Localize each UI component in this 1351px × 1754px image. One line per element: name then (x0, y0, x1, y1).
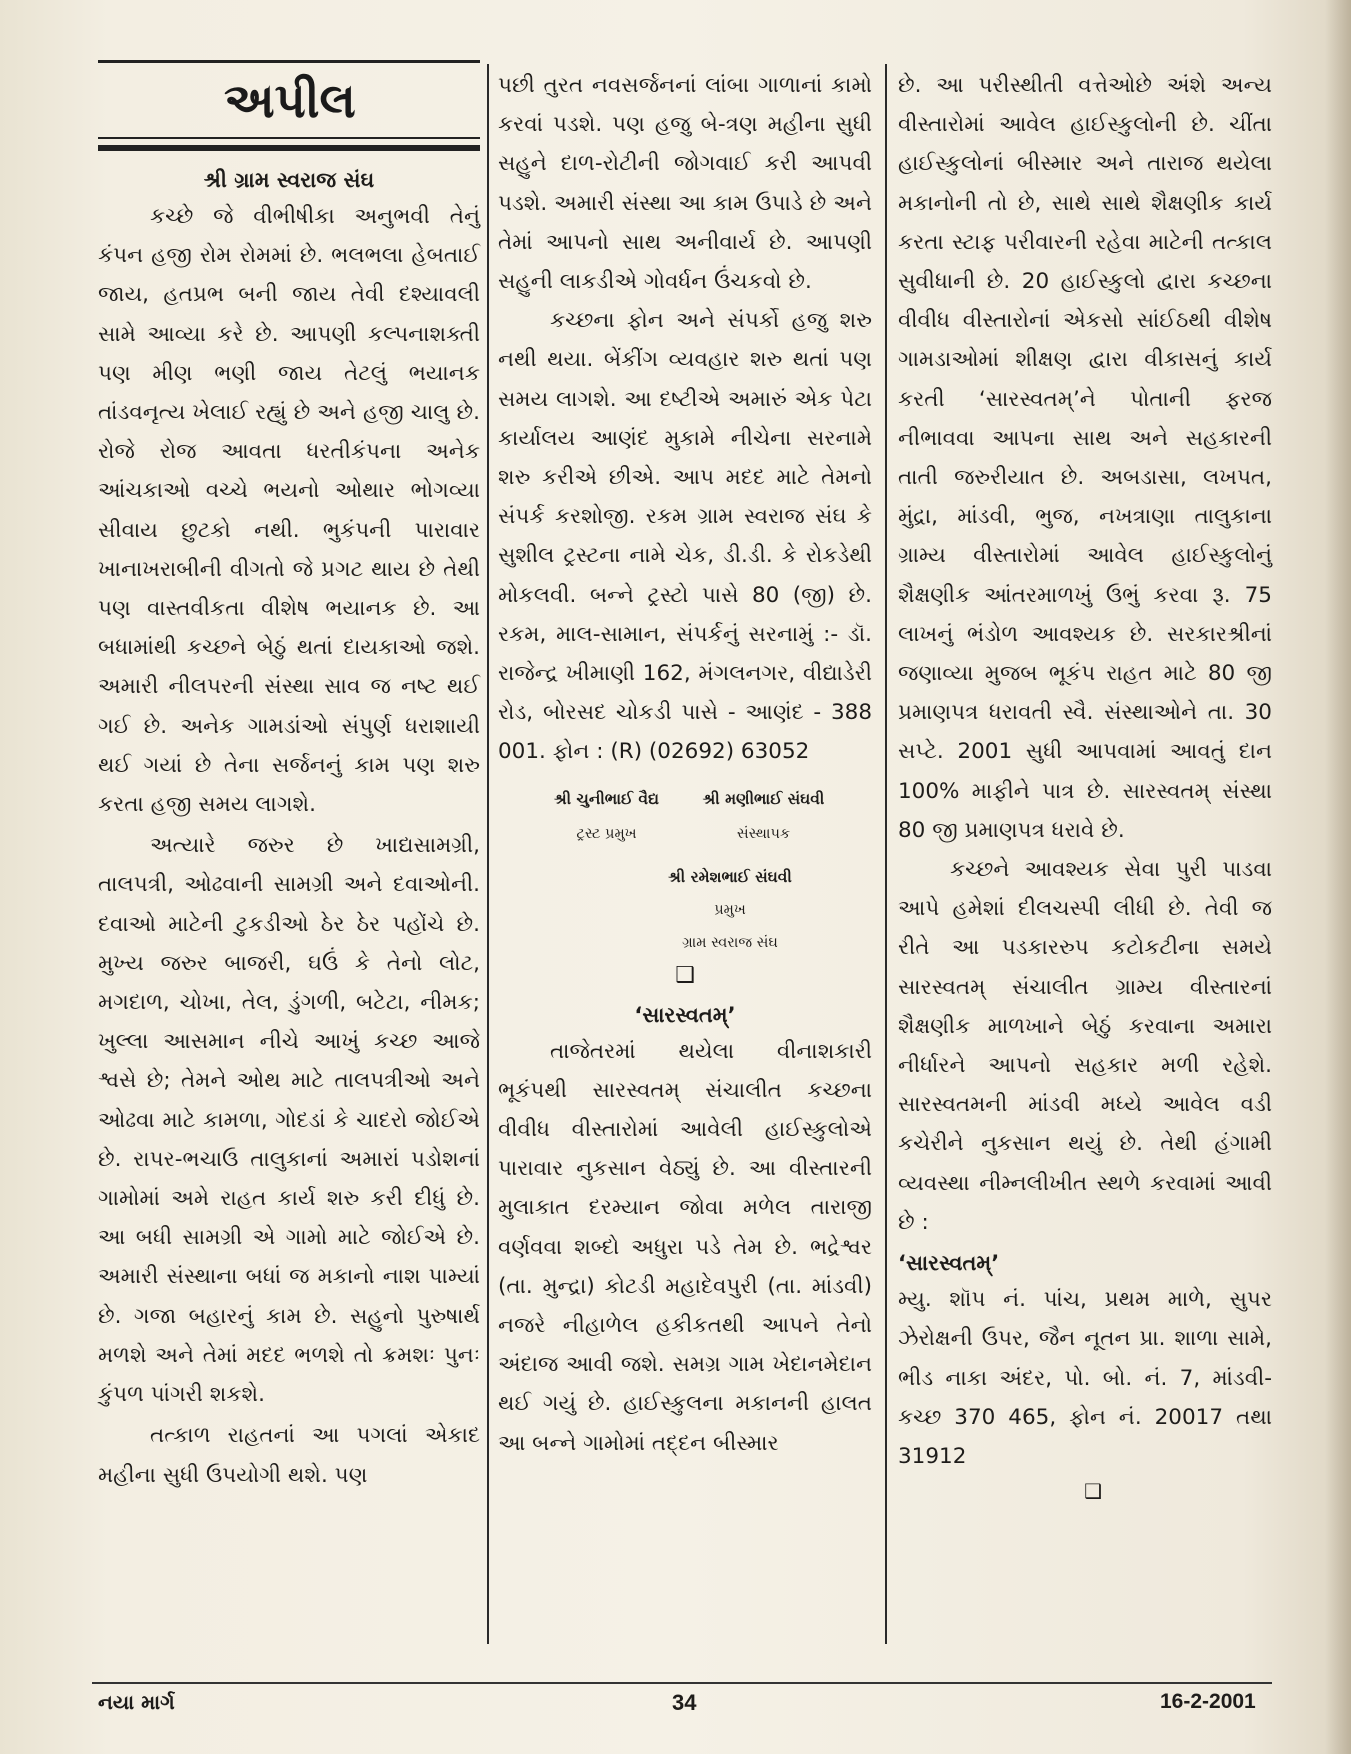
paragraph: તાજેતરમાં થયેલા વીનાશકારી ભૂકંપથી સારસ્વતમ્ સંચાલીત કચ્છના વીવીધ વીસ્તારોમાં આવેલી હાઈસ્કુલોએ પારાવાર નુકસાન વેઠ્યું છે. આ વીસ્તારની મુલાકાત દરમ્યાન જોવા મળેલ તારાજી વર્ણવવા શબ્દો અધુરા પડે તેમ છે. ભદ્રેશ્વર (તા. મુન્દ્રા) કોટડી મહાદેવપુરી (તા. માંડવી) નજરે નીહાળેલ હકીકતથી આપને તેનો અંદાજ આવી જશે. સમગ્ર ગામ ખેદાનમેદાન થઈ ગયું છે. હાઈસ્કુલના મકાનની હાલત આ બન્ને ગામોમાં તદ્દન બીસ્માર (498, 1038, 872, 1456)
paragraph: કચ્છને આવશ્યક સેવા પુરી પાડવા આપે હમેશાં દીલચસ્પી લીધી છે. તેવી જ રીતે આ પડકારરુપ કટોકટીના સમયે સારસ્વતમ્ સંચાલીત ગ્રામ્ય વીસ્તારનાં શૈક્ષણીક માળખાને બેઠું કરવાના અમારા નીર્ધારને આપનો સહકાર મળી રહેશે. સારસ્વતમની માંડવી મધ્યે આવેલ વડી કચેરીને નુકસાન થયું છે. તેથી હંગામી વ્યવસ્થા નીમ્નલીખીત સ્થળે કરવામાં આવી છે : (898, 857, 1272, 1235)
signatory-name: શ્રી ચુનીભાઈ વૈદ્ય (553, 789, 660, 808)
paragraph: કચ્છના ફોન અને સંપર્કો હજુ શરુ નથી થયા. બેંકીંગ વ્યવહાર શરુ થતાં પણ સમય લાગશે. આ દષ્ટીએ અમારું એક પેટા કાર્યાલય આણંદ મુકામે નીચેના સરનામે શરુ કરીએ છીએ. આપ મદદ માટે તેમનો સંપર્ક કરશોજી. રકમ ગ્રામ સ્વરાજ સંઘ કે સુશીલ ટ્રસ્ટના નામે ચેક, ડી.ડી. કે રોકડેથી મોકલવી. બન્ને ટ્રસ્ટો પાસે 80 (જી) છે. રકમ, માલ-સામાન, સંપર્કનું સરનામું :- ડૉ. રાજેન્દ્ર ખીમાણી 162, મંગલનગર, વીદ્યાડેરી રોડ, બોરસદ ચોકડી પાસે - આણંદ - 388 001. ફોન : (R) (02692) 63052 (498, 308, 872, 765)
column-3 (898, 66, 1272, 1506)
section-title: ‘સારસ્વતમ્’ (898, 1251, 1000, 1276)
column-divider (885, 64, 887, 1644)
page-spine-shadow (1325, 0, 1351, 1754)
section-title: ‘સારસ્વતમ્’ (634, 1002, 736, 1027)
signatory-org: ગ્રામ સ્વરાજ સંઘ (682, 934, 778, 951)
signatories (498, 786, 872, 957)
issue-date: 16-2-2001 (1160, 1690, 1256, 1713)
paragraph: અત્યારે જરુર છે ખાદ્યસામગ્રી, તાલપત્રી, ઓઢવાની સામગ્રી અને દવાઓની. દવાઓ માટેની ટુકડીઓ ઠેર ઠેર પહોંચે છે. મુખ્ય જરુર બાજરી, ઘઉં કે તેનો લોટ, મગદાળ, ચોખા, તેલ, ડુંગળી, બટેટા, નીમક; ખુલ્લા આસમાન નીચે આખું કચ્છ આજે શ્વસે છે; તેમને ઓથ માટે તાલપત્રીઓ અને ઓઢવા માટે કામળા, ગોદડાં કે ચાદરો જોઈએ છે. રાપર-ભચાઉ તાલુકાનાં અમારાં પડોશનાં ગામોમાં અમે રાહત કાર્ય શરુ કરી દીધું છે. આ બધી સામગ્રી એ ગામો માટે જોઈએ છે. અમારી સંસ્થાના બધાં જ મકાનો નાશ પામ્યાં છે. ગજા બહારનું કામ છે. સહુનો પુરુષાર્થ મળશે અને તેમાં મદદ ભળશે તો ક્રમશઃ પુનઃ કુંપળ પાંગરી શકશે. (98, 833, 480, 1408)
column-1 (98, 60, 480, 1495)
article-title: અપીલ (224, 73, 356, 129)
paragraph: છે. આ પરીસ્થીતી વત્તેઓછે અંશે અન્ય વીસ્તારોમાં આવેલ હાઈસ્કુલોની છે. ચીંતા હાઈસ્કુલોનાં બીસ્માર અને તારાજ થયેલા મકાનોની તો છે, સાથે સાથે શૈક્ષણીક કાર્ય કરતા સ્ટાફ પરીવારની રહેવા માટેની તત્કાલ સુવીધાની છે. 20 હાઈસ્કુલો દ્વારા કચ્છના વીવીધ વીસ્તારોનાં એકસો સાંઈઠથી વીશેષ ગામડાઓમાં શીક્ષણ દ્વારા વીકાસનું કાર્ય કરતી ‘સારસ્વતમ્’ને પોતાની ફરજ નીભાવવા આપના સાથ અને સહકારની તાતી જરુરીયાત છે. અબડાસા, લખપત, મુંદ્રા, માંડવી, ભુજ, નખત્રાણા તાલુકાના ગ્રામ્ય વીસ્તારોમાં આવેલ હાઈસ્કુલોનું શૈક્ષણીક આંતરમાળખું ઉભું કરવા રૂ. 75 લાખનું ભંડોળ આવશ્યક છે. સરકારશ્રીનાં જણાવ્યા મુજબ ભૂકંપ રાહત માટે 80 જી પ્રમાણપત્ર ધરાવતી સ્વૈ. સંસ્થાઓને તા. 30 સપ્ટે. 2001 સુધી આપવામાં આવતું દાન 100% માફીને પાત્ર છે. સારસ્વતમ્ સંસ્થા 80 જી પ્રમાણપત્ર ધરાવે છે. (898, 73, 1272, 843)
paragraph: કચ્છે જે વીભીષીકા અનુભવી તેનું કંપન હજી રોમ રોમમાં છે. ભલભલા હેબતાઈ જાય, હતપ્રભ બની જાય તેવી દશ્યાવલી સામે આવ્યા કરે છે. આપણી કલ્પનાશક્તી પણ મીણ ભણી જાય તેટલું ભયાનક તાંડવનૃત્ય ખેલાઈ રહ્યું છે અને હજી ચાલુ છે. રોજે રોજ આવતા ધરતીકંપના અનેક આંચકાઓ વચ્ચે ભયનો ઓથાર ભોગવ્યા સીવાય છુટકો નથી. ભુકંપની પારાવાર ખાનાખરાબીની વીગતો જે પ્રગટ થાય છે તેથી પણ વાસ્તવીકતા વીશેષ ભયાનક છે. આ બધામાંથી કચ્છને બેઠું થતાં દાયકાઓ જશે. અમારી નીલપરની સંસ્થા સાવ જ નષ્ટ થઈ ગઈ છે. અનેક ગામડાંઓ સંપુર્ણ ધરાશાયી થઈ ગયાં છે તેના સર્જનનું કામ પણ શરુ કરતા હજી સમય લાગશે. (98, 204, 480, 818)
address-paragraph: મ્યુ. શૉપ નં. પાંચ, પ્રથમ માળે, સુપર ઝેરોક્ષની ઉપર, જૈન નૂતન પ્રા. શાળા સામે, ભીડ નાકા અંદર, પો. બો. નં. 7, માંડવી-કચ્છ 370 465, ફોન નં. 20017 તથા 31912 (898, 1287, 1272, 1469)
organization-heading: શ્રી ગ્રામ સ્વરાજ સંઘ (203, 168, 375, 192)
magazine-name: નયા માર્ગ (98, 1690, 175, 1714)
signatory (588, 864, 872, 957)
column-divider (487, 64, 489, 1644)
title-rule-thick (98, 145, 480, 151)
signatory-role: ટ્રસ્ટ પ્રમુખ (576, 825, 637, 842)
signatory-name: શ્રી મણીભાઈ સંઘવી (702, 789, 825, 808)
page-number: 34 (672, 1690, 697, 1715)
signatory (528, 786, 685, 848)
paragraph: પછી તુરત નવસર્જનનાં લાંબા ગાળાનાં કામો કરવાં પડશે. પણ હજુ બે-ત્રણ મહીના સુધી સહુને દાળ-રોટીની જોગવાઈ કરી આપવી પડશે. અમારી સંસ્થા આ કામ ઉપાડે છે અને તેમાં આપનો સાથ અનીવાર્ય છે. આપણી સહુની લાકડીએ ગોવર્ધન ઉંચકવો છે. (498, 73, 872, 295)
title-rule-thin (98, 137, 480, 139)
end-mark-icon: ❑ (1084, 1479, 1102, 1504)
signatory (685, 786, 842, 848)
paragraph: તત્કાળ રાહતનાં આ પગલાં એકાદ મહીના સુધી ઉપયોગી થશે. પણ (98, 1423, 480, 1488)
signatory-name: શ્રી રમેશભાઈ સંઘવી (668, 867, 792, 886)
end-mark-icon: ❑ (675, 962, 695, 988)
signatory-role: સંસ્થાપક (736, 825, 791, 842)
footer-rule (92, 1682, 1272, 1684)
column-2 (498, 66, 872, 1463)
signatory-role: પ્રમુખ (714, 901, 746, 918)
title-top-rule (98, 60, 480, 63)
